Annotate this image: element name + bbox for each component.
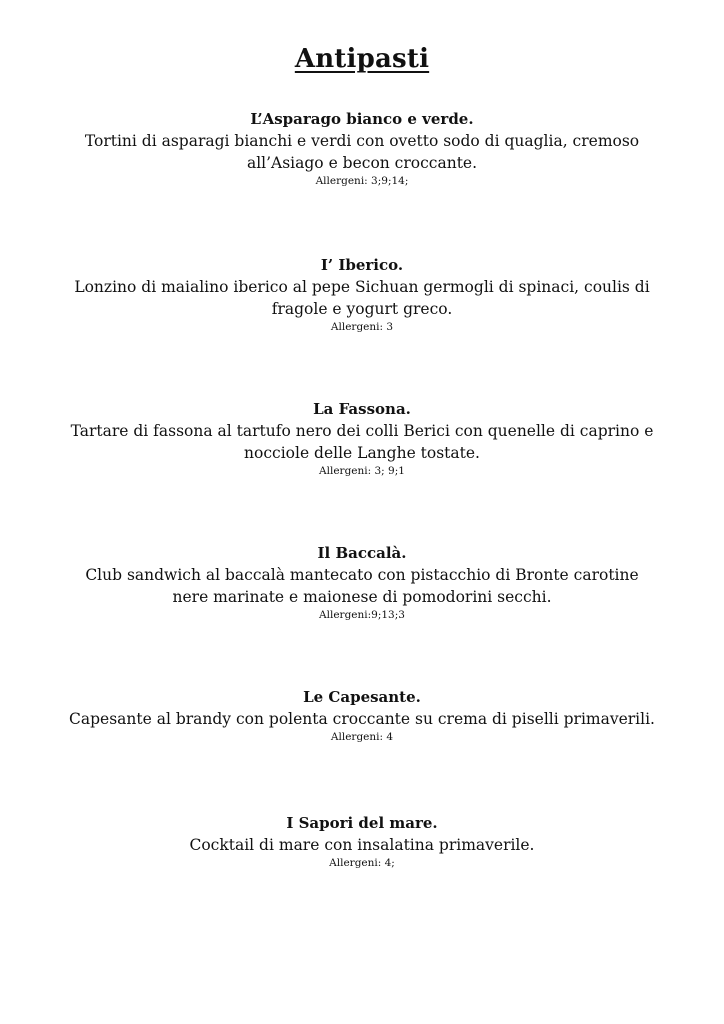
dish-name: I Sapori del mare. bbox=[286, 814, 438, 832]
dish-name: La Fassona. bbox=[313, 400, 411, 418]
dish-item bbox=[20, 542, 704, 622]
dish-allergens: Allergeni:9;13;3 bbox=[319, 609, 405, 621]
dish-description-line: fragole e yogurt greco. bbox=[271, 300, 453, 318]
dish-description-line: Lonzino di maialino iberico al pepe Sichuan germogli di spinaci, coulis di bbox=[74, 278, 650, 296]
dish-name: Le Capesante. bbox=[303, 688, 421, 706]
dish-item bbox=[20, 812, 704, 870]
dish-allergens: Allergeni: 3; 9;1 bbox=[319, 465, 405, 477]
dish-item bbox=[20, 254, 704, 334]
dish-description-line: all’Asiago e becon croccante. bbox=[246, 154, 478, 172]
dish-name: L’Asparago bianco e verde. bbox=[250, 110, 474, 128]
dish-name: Il Baccalà. bbox=[317, 544, 407, 562]
dish-description-line: Tartare di fassona al tartufo nero dei colli Berici con quenelle di caprino e bbox=[70, 422, 654, 440]
dish-description-line: nere marinate e maionese di pomodorini secchi. bbox=[172, 588, 552, 606]
dish-allergens: Allergeni: 4; bbox=[329, 857, 395, 869]
dish-description-line: Capesante al brandy con polenta croccante su crema di piselli primaverili. bbox=[69, 710, 655, 728]
dish-description-line: Cocktail di mare con insalatina primaverile. bbox=[189, 836, 535, 854]
page-title: Antipasti bbox=[294, 44, 430, 74]
dish-allergens: Allergeni: 4 bbox=[330, 731, 394, 743]
dish-description-line: Tortini di asparagi bianchi e verdi con ovetto sodo di quaglia, cremoso bbox=[84, 132, 640, 150]
dish-description-line: Club sandwich al baccalà mantecato con pistacchio di Bronte carotine bbox=[85, 566, 639, 584]
dish-item bbox=[20, 398, 704, 478]
dish-allergens: Allergeni: 3 bbox=[330, 321, 394, 333]
dish-item bbox=[20, 686, 704, 744]
dish-item bbox=[20, 108, 704, 188]
dish-allergens: Allergeni: 3;9;14; bbox=[315, 175, 409, 187]
dish-name: I’ Iberico. bbox=[320, 256, 404, 274]
dish-description-line: nocciole delle Langhe tostate. bbox=[244, 444, 480, 462]
